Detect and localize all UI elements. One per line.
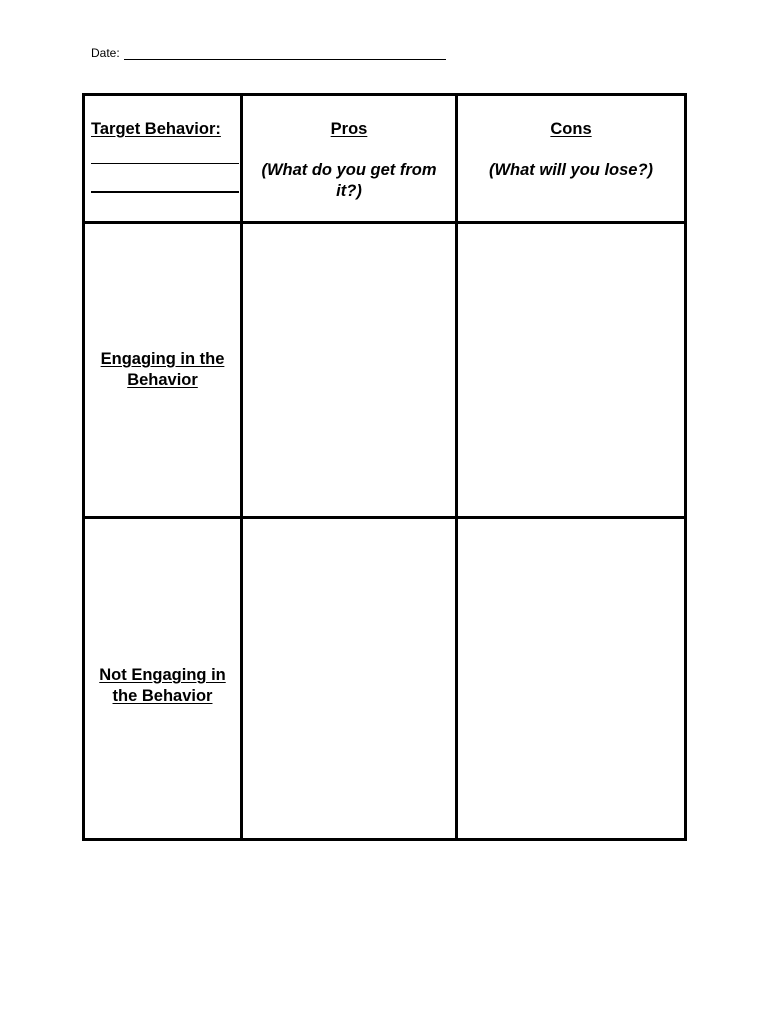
- target-behavior-blank-line-2[interactable]: [91, 191, 239, 193]
- pros-header-cell: [243, 96, 458, 224]
- date-blank-line[interactable]: [124, 47, 446, 60]
- not-engaging-row-label-cell: [85, 519, 243, 838]
- target-behavior-cell[interactable]: [85, 96, 243, 224]
- cons-header-cell: [458, 96, 684, 224]
- engaging-row-label-cell: [85, 224, 243, 519]
- target-behavior-label: Target Behavior:: [91, 120, 221, 138]
- decisional-balance-table: [82, 93, 687, 841]
- target-behavior-blank-line-1[interactable]: [91, 163, 239, 164]
- not-engaging-cons-cell[interactable]: [458, 519, 684, 838]
- engaging-cons-cell[interactable]: [458, 224, 684, 519]
- not-engaging-row-label: Not Engaging in the Behavior: [99, 666, 226, 705]
- pros-title: Pros: [330, 120, 368, 138]
- date-label: Date:: [91, 46, 120, 60]
- cons-title: Cons: [550, 120, 592, 138]
- date-field-row: [91, 46, 446, 60]
- engaging-pros-cell[interactable]: [243, 224, 458, 519]
- not-engaging-pros-cell[interactable]: [243, 519, 458, 838]
- pros-subtitle: (What do you get from it?): [261, 161, 437, 200]
- engaging-row-label: Engaging in the Behavior: [100, 350, 225, 389]
- cons-subtitle: (What will you lose?): [488, 161, 654, 179]
